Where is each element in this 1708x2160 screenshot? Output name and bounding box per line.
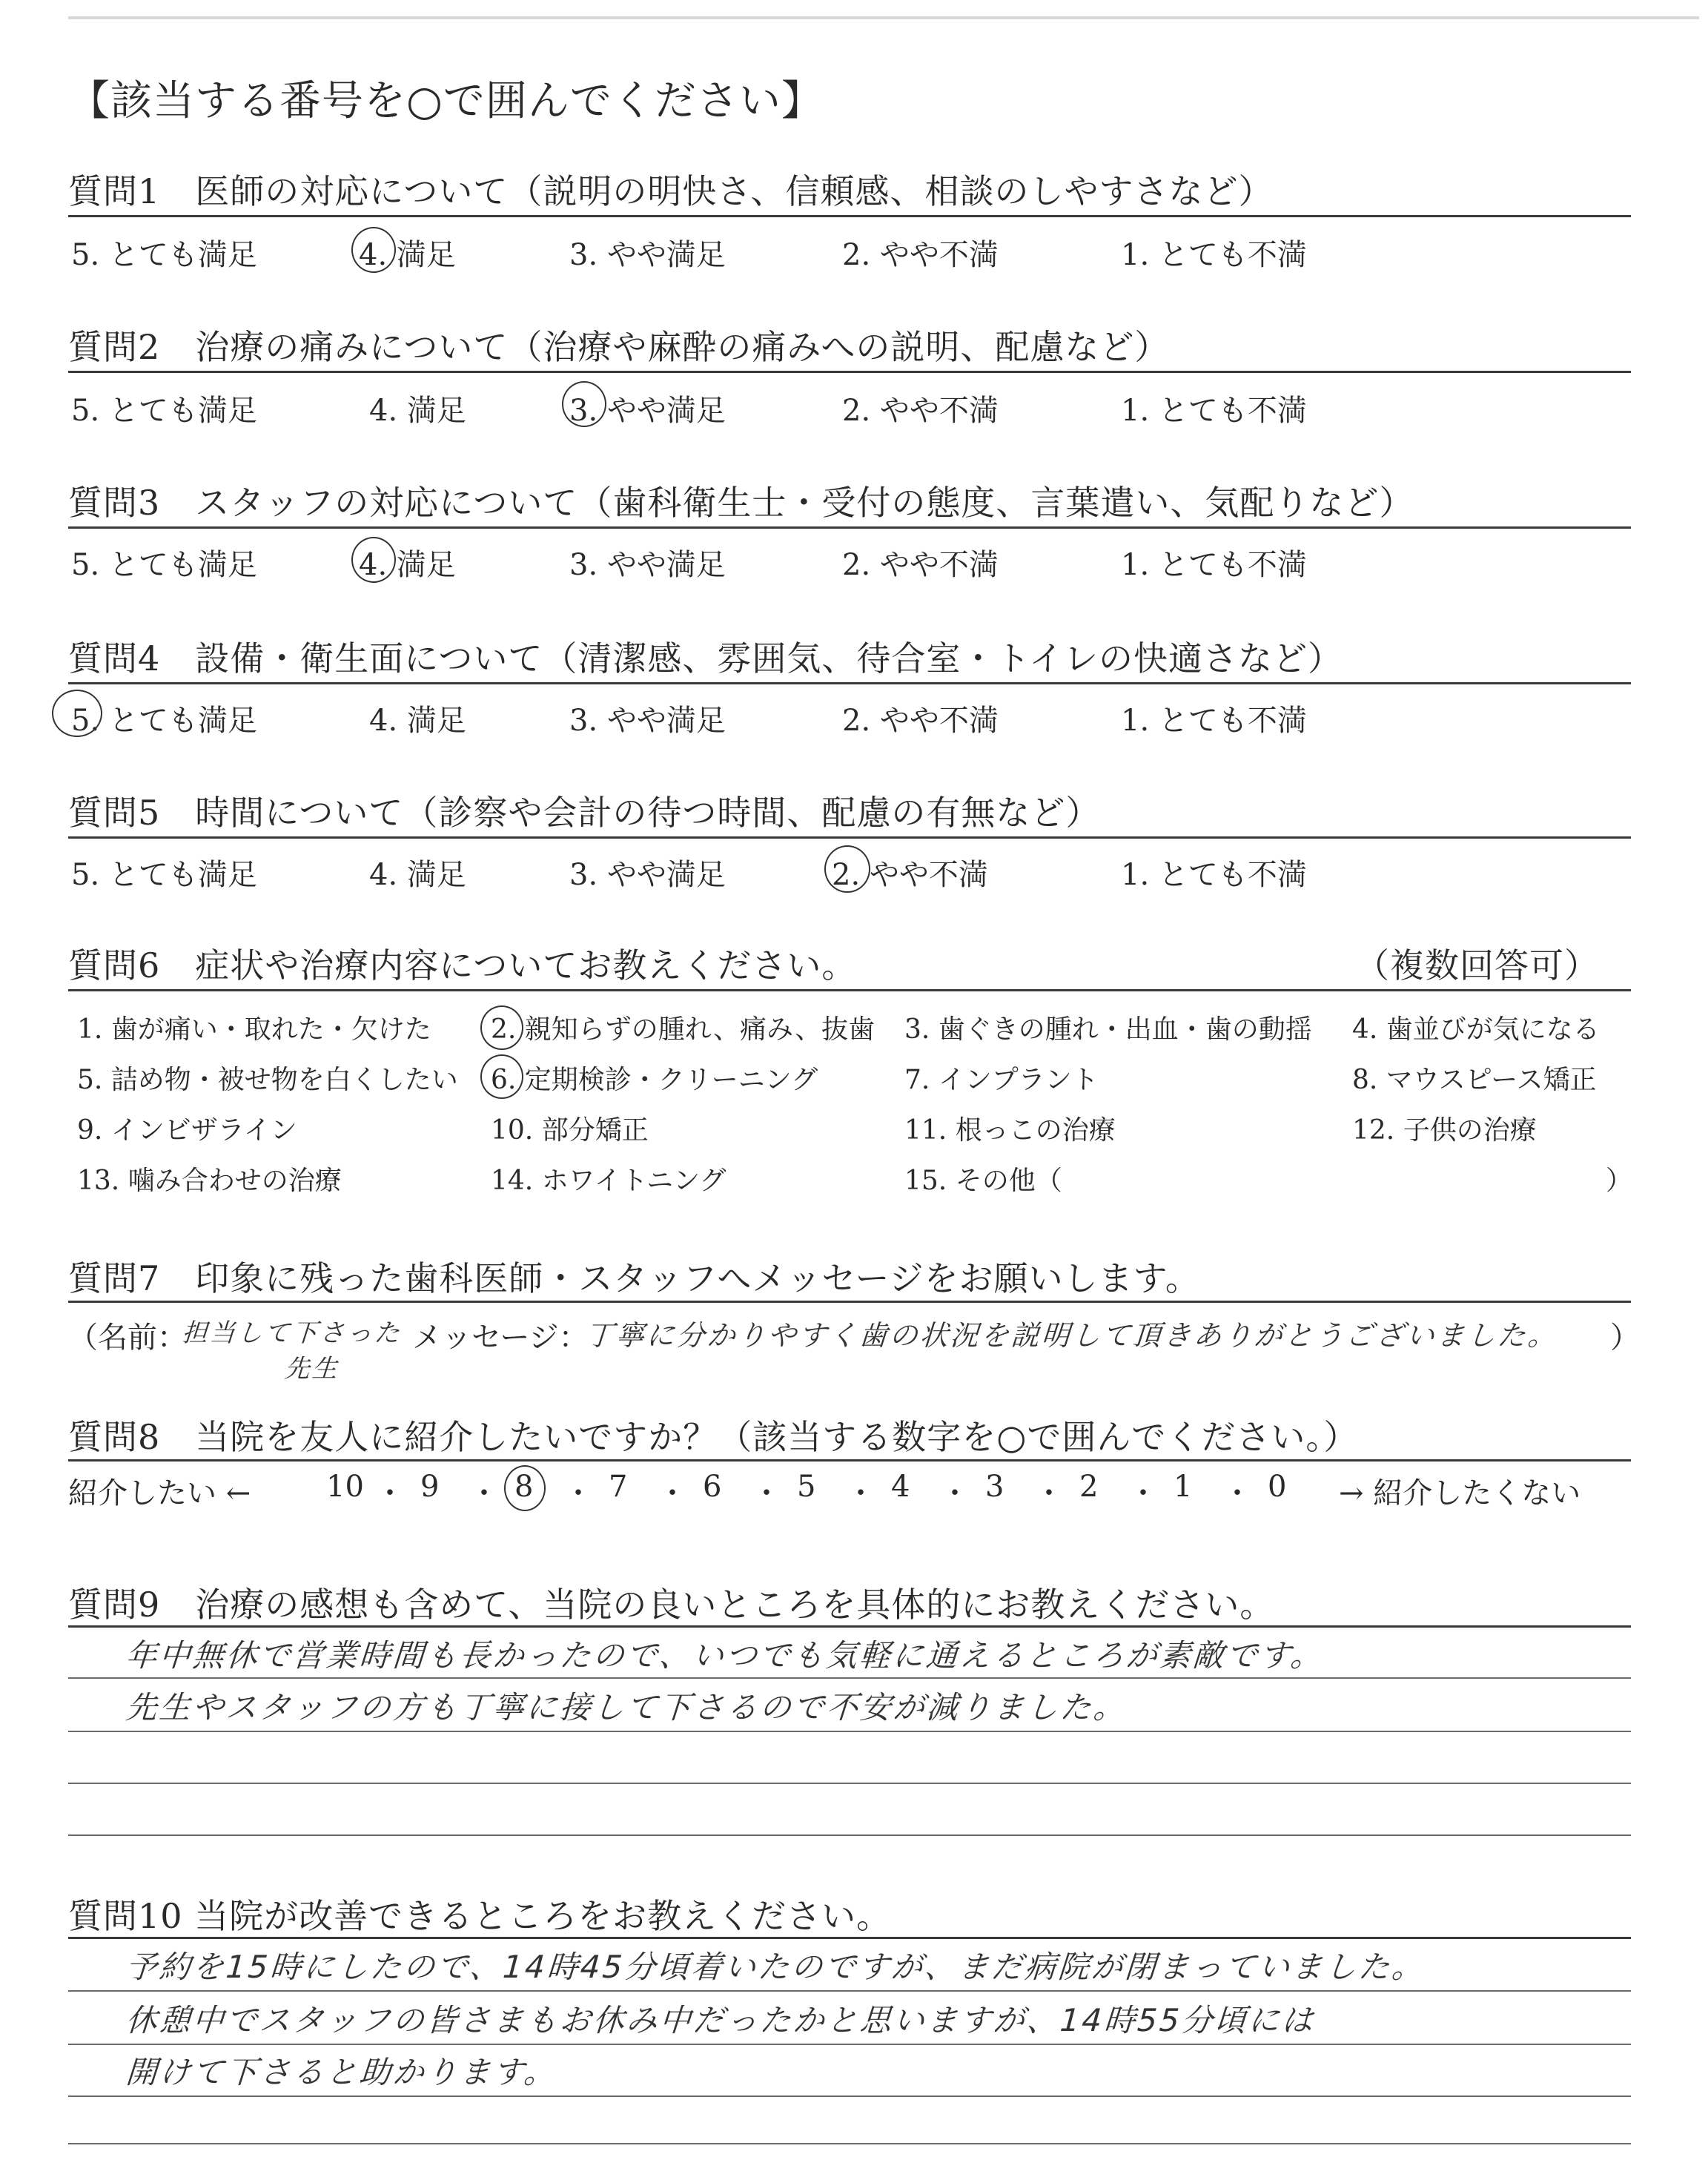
option-3[interactable]: 3. 歯ぐきの腫れ・出血・歯の動揺 bbox=[904, 1014, 1312, 1045]
option-13[interactable]: 13. 噛み合わせの治療 bbox=[77, 1166, 342, 1196]
selection-circle bbox=[480, 1054, 523, 1099]
scale-separator: ・ bbox=[846, 1476, 875, 1510]
question-8-rule bbox=[68, 1459, 1631, 1462]
option-15-close: ） bbox=[1606, 1166, 1633, 1196]
scale-number-4[interactable]: 4 bbox=[891, 1470, 910, 1504]
option-4[interactable]: 4. 満足 bbox=[369, 394, 466, 428]
answer-rule bbox=[68, 1783, 1631, 1784]
option-4[interactable]: 4. 満足 bbox=[369, 704, 466, 738]
question-5-title: 質問5 時間について（診察や会計の待つ時間、配慮の有無など） bbox=[68, 793, 1101, 833]
answer-rule bbox=[68, 1990, 1631, 1992]
name-suffix: 先生 bbox=[283, 1354, 341, 1384]
question-1-rule bbox=[68, 215, 1631, 217]
option-3[interactable]: 3. やや満足 bbox=[569, 548, 726, 582]
option-3[interactable]: 3. やや満足 bbox=[569, 704, 726, 738]
option-1[interactable]: 1. とても不満 bbox=[1121, 858, 1307, 892]
option-15[interactable]: 15. その他（ bbox=[904, 1166, 1062, 1196]
scale-number-0[interactable]: 0 bbox=[1268, 1470, 1287, 1504]
selection-circle bbox=[562, 381, 606, 427]
question-1-title: 質問1 医師の対応について（説明の明快さ、信頼感、相談のしやすさなど） bbox=[68, 171, 1274, 211]
option-11[interactable]: 11. 根っこの治療 bbox=[904, 1115, 1116, 1146]
scale-number-9[interactable]: 9 bbox=[420, 1470, 440, 1504]
answer-line-2[interactable]: 休憩中でスタッフの皆さまもお休み中だったかと思いますが、14時55分頃には bbox=[125, 2002, 1317, 2038]
scale-separator: ・ bbox=[469, 1476, 499, 1510]
option-4[interactable]: 4. 満足 bbox=[359, 548, 456, 582]
option-2[interactable]: 2. やや不満 bbox=[842, 704, 999, 738]
question-6-rule bbox=[68, 989, 1631, 991]
option-5[interactable]: 5. とても満足 bbox=[71, 238, 257, 272]
answer-line-2[interactable]: 先生やスタッフの方も丁寧に接して下さるので不安が減りました。 bbox=[125, 1689, 1128, 1725]
option-12[interactable]: 12. 子供の治療 bbox=[1352, 1115, 1537, 1146]
option-1[interactable]: 1. とても不満 bbox=[1121, 394, 1307, 428]
option-1[interactable]: 1. とても不満 bbox=[1121, 548, 1307, 582]
option-10[interactable]: 10. 部分矯正 bbox=[491, 1115, 649, 1146]
option-9[interactable]: 9. インビザライン bbox=[77, 1115, 297, 1146]
name-label: （名前： bbox=[68, 1321, 187, 1355]
option-1[interactable]: 1. とても不満 bbox=[1121, 238, 1307, 272]
option-3[interactable]: 3. やや満足 bbox=[569, 394, 726, 428]
question-9-rule bbox=[68, 1625, 1631, 1628]
scale-separator: ・ bbox=[658, 1476, 687, 1510]
answer-rule bbox=[68, 1834, 1631, 1836]
option-7[interactable]: 7. インプラント bbox=[904, 1065, 1099, 1095]
scale-number-8[interactable]: 8 bbox=[514, 1470, 534, 1504]
scale-number-10[interactable]: 10 bbox=[326, 1470, 364, 1504]
question-8-title: 質問8 当院を友人に紹介したいですか？（該当する数字を○で囲んでください。） bbox=[68, 1417, 1359, 1457]
message-value[interactable]: 丁寧に分かりやすく歯の状況を説明して頂きありがとうございました。 bbox=[584, 1319, 1560, 1352]
scale-left-label: 紹介したい ← bbox=[68, 1476, 251, 1510]
question-10-title: 質問10 当院が改善できるところをお教えください。 bbox=[68, 1896, 892, 1936]
option-5[interactable]: 5. とても満足 bbox=[71, 394, 257, 428]
page-heading: 【該当する番号を○で囲んでください】 bbox=[68, 77, 824, 125]
option-5[interactable]: 5. とても満足 bbox=[71, 858, 257, 892]
option-3[interactable]: 3. やや満足 bbox=[569, 858, 726, 892]
option-4[interactable]: 4. 満足 bbox=[369, 858, 466, 892]
question-6-note: （複数回答可） bbox=[1355, 945, 1599, 985]
answer-rule bbox=[68, 2143, 1631, 2144]
message-close: ） bbox=[1610, 1321, 1640, 1355]
scale-separator: ・ bbox=[1034, 1476, 1064, 1510]
question-2-title: 質問2 治療の痛みについて（治療や麻酔の痛みへの説明、配慮など） bbox=[68, 327, 1170, 367]
selection-circle bbox=[480, 1005, 523, 1050]
option-2[interactable]: 2. やや不満 bbox=[842, 394, 999, 428]
question-3-rule bbox=[68, 526, 1631, 529]
question-4-title: 質問4 設備・衛生面について（清潔感、雰囲気、待合室・トイレの快適さなど） bbox=[68, 638, 1343, 678]
option-4[interactable]: 4. 歯並びが気になる bbox=[1352, 1014, 1600, 1045]
scale-number-6[interactable]: 6 bbox=[703, 1470, 722, 1504]
selection-circle bbox=[351, 537, 396, 583]
option-2[interactable]: 2. 親知らずの腫れ、痛み、抜歯 bbox=[491, 1014, 875, 1045]
scale-number-1[interactable]: 1 bbox=[1174, 1470, 1193, 1504]
question-7-rule bbox=[68, 1301, 1631, 1303]
selection-circle bbox=[824, 845, 870, 893]
option-8[interactable]: 8. マウスピース矯正 bbox=[1352, 1065, 1597, 1095]
answer-rule bbox=[68, 1731, 1631, 1732]
scale-number-7[interactable]: 7 bbox=[609, 1470, 628, 1504]
question-10-rule bbox=[68, 1937, 1631, 1939]
scale-separator: ・ bbox=[940, 1476, 970, 1510]
message-label: メッセージ： bbox=[412, 1321, 589, 1355]
scale-number-3[interactable]: 3 bbox=[985, 1470, 1004, 1504]
scale-separator: ・ bbox=[563, 1476, 593, 1510]
option-5[interactable]: 5. とても満足 bbox=[71, 704, 257, 738]
option-14[interactable]: 14. ホワイトニング bbox=[491, 1166, 726, 1196]
scale-separator: ・ bbox=[1128, 1476, 1158, 1510]
option-1[interactable]: 1. 歯が痛い・取れた・欠けた bbox=[77, 1014, 431, 1045]
scale-separator: ・ bbox=[375, 1476, 405, 1510]
answer-rule bbox=[68, 2044, 1631, 2045]
option-5[interactable]: 5. とても満足 bbox=[71, 548, 257, 582]
question-7-title: 質問7 印象に残った歯科医師・スタッフへメッセージをお願いします。 bbox=[68, 1258, 1200, 1298]
option-4[interactable]: 4. 満足 bbox=[359, 238, 456, 272]
selection-circle bbox=[504, 1465, 546, 1511]
answer-rule bbox=[68, 1677, 1631, 1679]
option-2[interactable]: 2. やや不満 bbox=[842, 238, 999, 272]
option-5[interactable]: 5. 詰め物・被せ物を白くしたい bbox=[77, 1065, 458, 1095]
question-4-rule bbox=[68, 682, 1631, 684]
name-value[interactable]: 担当して下さった bbox=[181, 1318, 403, 1348]
option-3[interactable]: 3. やや満足 bbox=[569, 238, 726, 272]
scale-separator: ・ bbox=[1222, 1476, 1252, 1510]
selection-circle bbox=[351, 227, 396, 273]
answer-line-1[interactable]: 予約を15時にしたので、14時45分頃着いたのですが、まだ病院が閉まっていました。 bbox=[125, 1949, 1427, 1985]
answer-rule bbox=[68, 2095, 1631, 2097]
scale-right-label: → 紹介したくない bbox=[1339, 1476, 1581, 1510]
question-5-rule bbox=[68, 836, 1631, 839]
option-6[interactable]: 6. 定期検診・クリーニング bbox=[491, 1065, 818, 1095]
answer-line-1[interactable]: 年中無休で営業時間も長かったので、いつでも気軽に通えるところが素敵です。 bbox=[125, 1637, 1325, 1674]
question-3-title: 質問3 スタッフの対応について（歯科衛生士・受付の態度、言葉遣い、気配りなど） bbox=[68, 483, 1414, 523]
question-2-rule bbox=[68, 371, 1631, 373]
scale-number-5[interactable]: 5 bbox=[797, 1470, 816, 1504]
scale-separator: ・ bbox=[752, 1476, 781, 1510]
answer-line-3[interactable]: 開けて下さると助かります。 bbox=[125, 2054, 559, 2090]
option-2[interactable]: 2. やや不満 bbox=[842, 548, 999, 582]
question-9-title: 質問9 治療の感想も含めて、当院の良いところを具体的にお教えください。 bbox=[68, 1585, 1275, 1625]
option-1[interactable]: 1. とても不満 bbox=[1121, 704, 1307, 738]
scan-edge bbox=[68, 16, 1699, 19]
scale-number-2[interactable]: 2 bbox=[1079, 1470, 1099, 1504]
question-6-title: 質問6 症状や治療内容についてお教えください。 bbox=[68, 945, 857, 985]
option-2[interactable]: 2. やや不満 bbox=[832, 858, 988, 892]
selection-circle bbox=[52, 690, 102, 737]
